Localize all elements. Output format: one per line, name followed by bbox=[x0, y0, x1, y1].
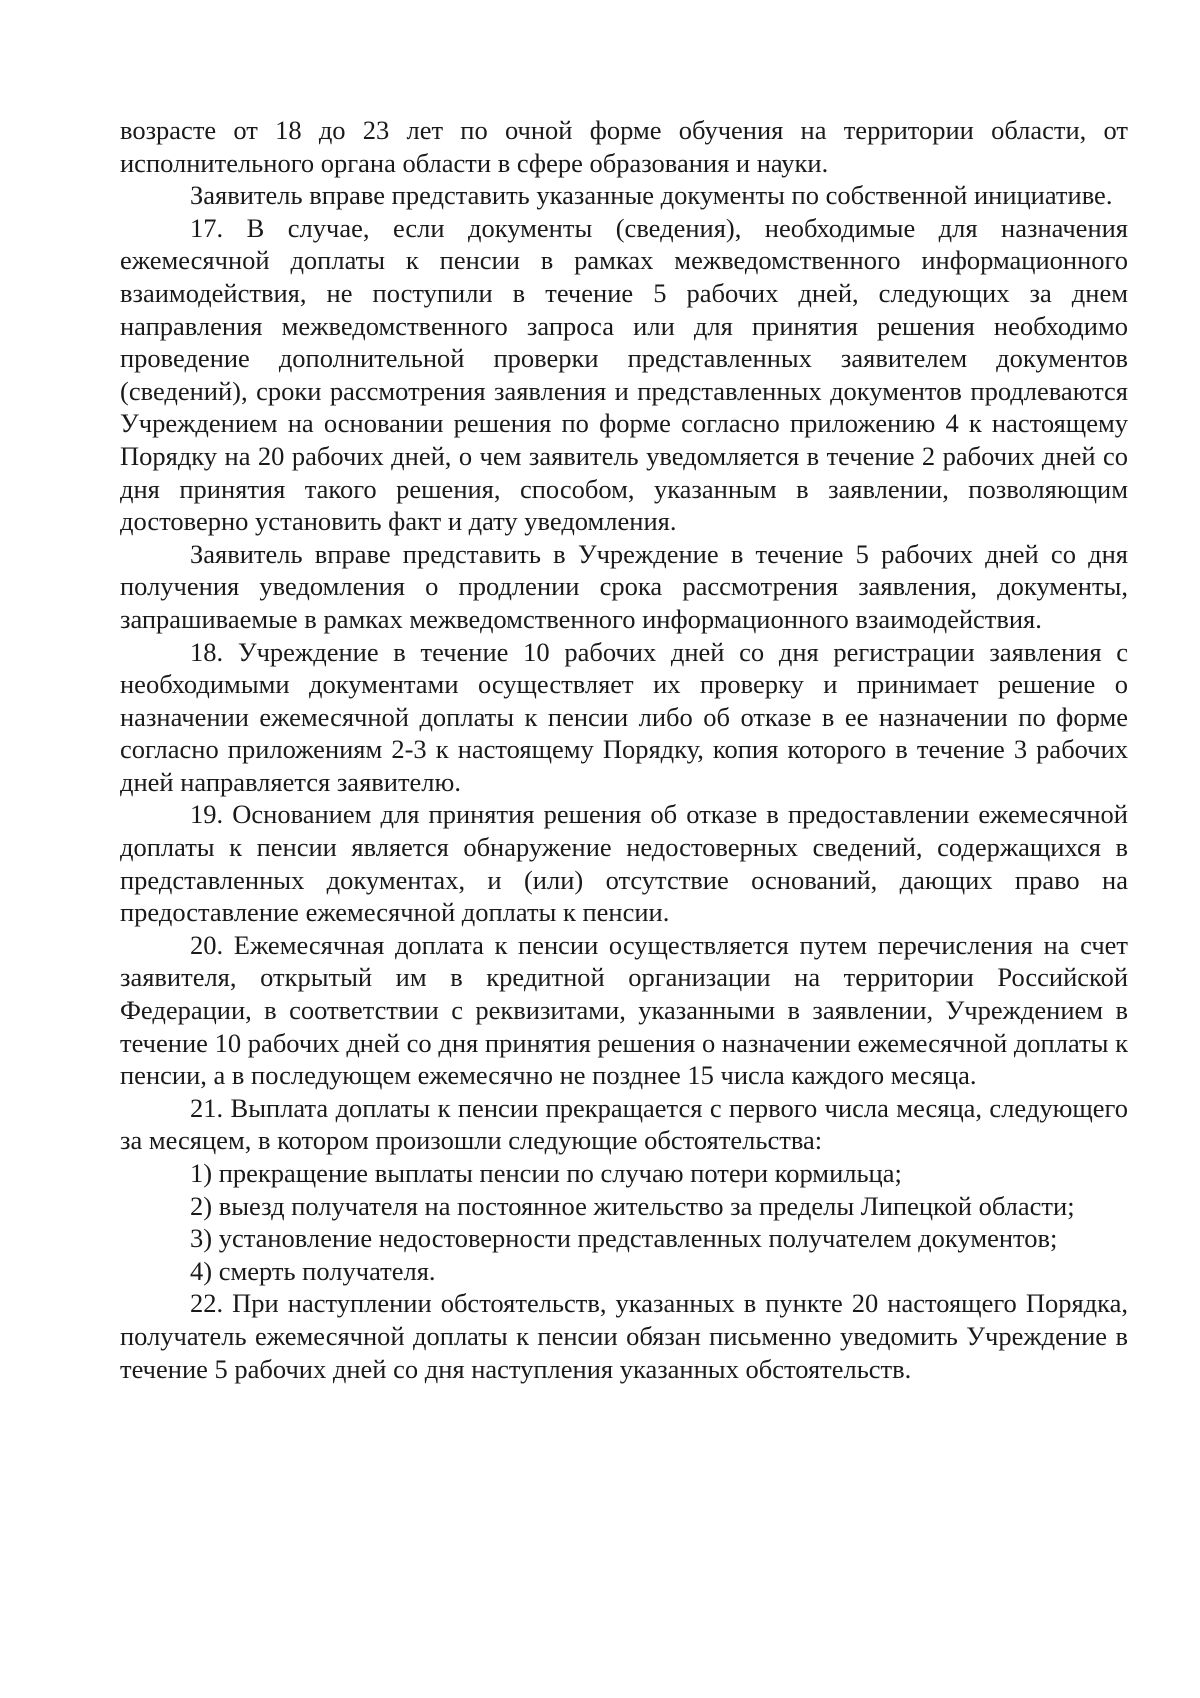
paragraph-continuation: возрасте от 18 до 23 лет по очной форме обучения на территории области, от исполнительного органа области в сфере образования и науки. bbox=[120, 115, 1128, 178]
paragraph-item-22: 22. При наступлении обстоятельств, указанных в пункте 20 настоящего Порядка, получатель ежемесячной доплаты к пенсии обязан письменно уведомить Учреждение в течение 5 рабочих дней со дня наступления указанных обстоятельств. bbox=[120, 1288, 1128, 1384]
document-body bbox=[120, 114, 1128, 1385]
list-item-4: 4) смерть получателя. bbox=[190, 1255, 436, 1286]
list-item-1: 1) прекращение выплаты пенсии по случаю потери кормильца; bbox=[190, 1158, 902, 1188]
paragraph-item-20: 20. Ежемесячная доплата к пенсии осуществляется путем перечисления на счет заявителя, открытый им в кредитной организации на территории Российской Федерации, в соответствии с реквизитами, указанными в заявлении, Учреждением в течение 10 рабочих дней со дня принятия решения о назначении ежемесячной доплаты к пенсии, а в последующем ежемесячно не позднее 15 числа каждого месяца. bbox=[120, 929, 1128, 1091]
paragraph-item-18: 18. Учреждение в течение 10 рабочих дней со дня регистрации заявления с необходимыми документами осуществляет их проверку и принимает решение о назначении ежемесячной доплаты к пенсии либо об отказе в ее назначении по форме согласно приложениям 2-3 к настоящему Порядку, копия которого в течение 3 рабочих дней направляется заявителю. bbox=[120, 636, 1128, 797]
list-item-2: 2) выезд получателя на постоянное жительство за пределы Липецкой области; bbox=[190, 1190, 1075, 1221]
paragraph-item-21: 21. Выплата доплаты к пенсии прекращается с первого числа месяца, следующего за месяцем, в котором произошли следующие обстоятельства: bbox=[120, 1092, 1128, 1156]
paragraph-own-initiative: Заявитель вправе представить указанные документы по собственной инициативе. bbox=[190, 180, 1113, 211]
list-item-3: 3) установление недостоверности представленных получателем документов; bbox=[190, 1223, 1058, 1254]
paragraph-item-17: 17. В случае, если документы (сведения), необходимые для назначения ежемесячной доплаты к пенсии в рамках межведомственного информационного взаимодействия, не поступили в течение 5 рабочих дней, следующих за днем направления межведомственного запроса или для принятия решения необходимо проведение дополнительной проверки представленных заявителем документов (сведений), сроки рассмотрения заявления и представленных документов продлеваются Учреждением на основании решения по форме согласно приложению 4 к настоящему Порядку на 20 рабочих дней, о чем заявитель уведомляется в течение 2 рабочих дней со дня принятия такого решения, способом, указанным в заявлении, позволяющим достоверно установить факт и дату уведомления. bbox=[120, 212, 1128, 537]
paragraph-item-17-note: Заявитель вправе представить в Учреждение в течение 5 рабочих дней со дня получения уведомления о продлении срока рассмотрения заявления, документы, запрашиваемые в рамках межведомственного информационного взаимодействия. bbox=[120, 538, 1128, 634]
paragraph-item-19: 19. Основанием для принятия решения об отказе в предоставлении ежемесячной доплаты к пенсии является обнаружение недостоверных сведений, содержащихся в представленных документах, и (или) отсутствие оснований, дающих право на предоставление ежемесячной доплаты к пенсии. bbox=[120, 799, 1128, 928]
